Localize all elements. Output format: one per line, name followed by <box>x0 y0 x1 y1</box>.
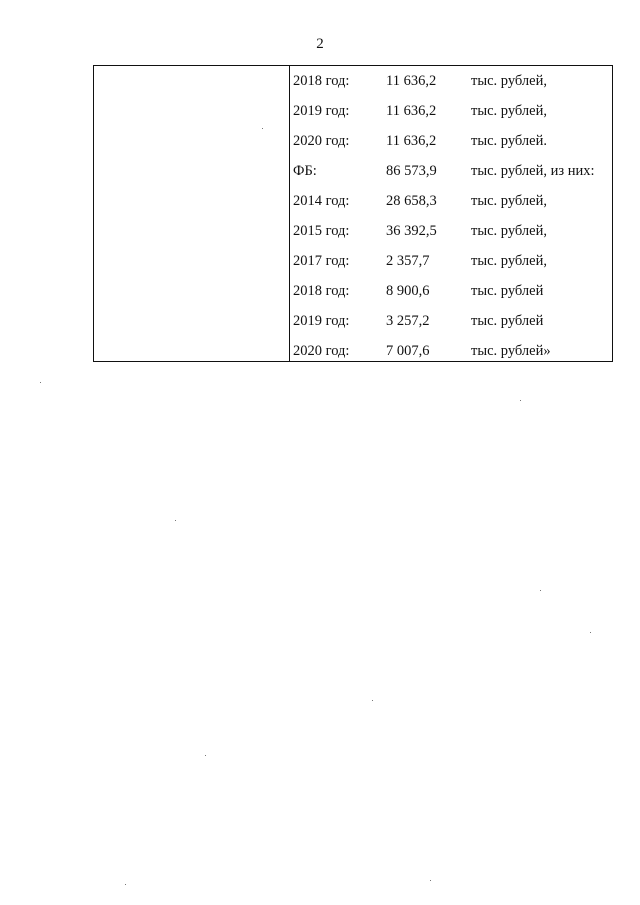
table-row <box>290 306 612 336</box>
row-unit: тыс. рублей, <box>471 193 547 209</box>
row-year: 2015 год: <box>293 223 350 239</box>
funding-table <box>93 65 613 362</box>
row-unit: тыс. рублей, <box>471 253 547 269</box>
row-year: 2020 год: <box>293 343 350 359</box>
row-unit: тыс. рублей, <box>471 223 547 239</box>
row-unit: тыс. рублей, <box>471 103 547 119</box>
scan-speck <box>430 880 431 881</box>
scan-speck <box>540 590 541 591</box>
scan-speck <box>175 520 176 521</box>
row-amount: 36 392,5 <box>386 223 437 239</box>
table-row <box>290 216 612 246</box>
table-row <box>290 96 612 126</box>
row-amount: 2 357,7 <box>386 253 430 269</box>
table-row <box>290 66 612 96</box>
row-year: 2019 год: <box>293 313 350 329</box>
scan-speck <box>205 755 206 756</box>
row-unit: тыс. рублей, <box>471 73 547 89</box>
row-year: ФБ: <box>293 163 317 179</box>
row-amount: 8 900,6 <box>386 283 430 299</box>
scan-speck <box>40 382 41 383</box>
row-amount: 11 636,2 <box>386 133 437 149</box>
table-row <box>290 186 612 216</box>
row-year: 2019 год: <box>293 103 350 119</box>
row-year: 2018 год: <box>293 283 350 299</box>
row-year: 2014 год: <box>293 193 350 209</box>
page-number: 2 <box>316 36 324 52</box>
row-year: 2017 год: <box>293 253 350 269</box>
row-amount: 11 636,2 <box>386 73 437 89</box>
row-amount: 28 658,3 <box>386 193 437 209</box>
table-row <box>290 336 612 366</box>
table-row <box>290 156 612 186</box>
row-amount: 11 636,2 <box>386 103 437 119</box>
row-year: 2018 год: <box>293 73 350 89</box>
table-row <box>290 246 612 276</box>
row-unit: тыс. рублей, из них: <box>471 163 595 179</box>
row-amount: 86 573,9 <box>386 163 437 179</box>
row-year: 2020 год: <box>293 133 350 149</box>
table-left-cell <box>94 66 290 361</box>
scan-speck <box>372 700 373 701</box>
row-amount: 3 257,2 <box>386 313 430 329</box>
row-unit: тыс. рублей. <box>471 133 547 149</box>
scan-speck <box>125 884 126 885</box>
table-row <box>290 276 612 306</box>
row-unit: тыс. рублей» <box>471 343 551 359</box>
scan-speck <box>590 632 591 633</box>
row-amount: 7 007,6 <box>386 343 430 359</box>
scan-speck <box>262 128 263 129</box>
table-row <box>290 126 612 156</box>
table-right-cell <box>290 66 612 361</box>
row-unit: тыс. рублей <box>471 313 544 329</box>
row-unit: тыс. рублей <box>471 283 544 299</box>
scan-speck <box>520 400 521 401</box>
